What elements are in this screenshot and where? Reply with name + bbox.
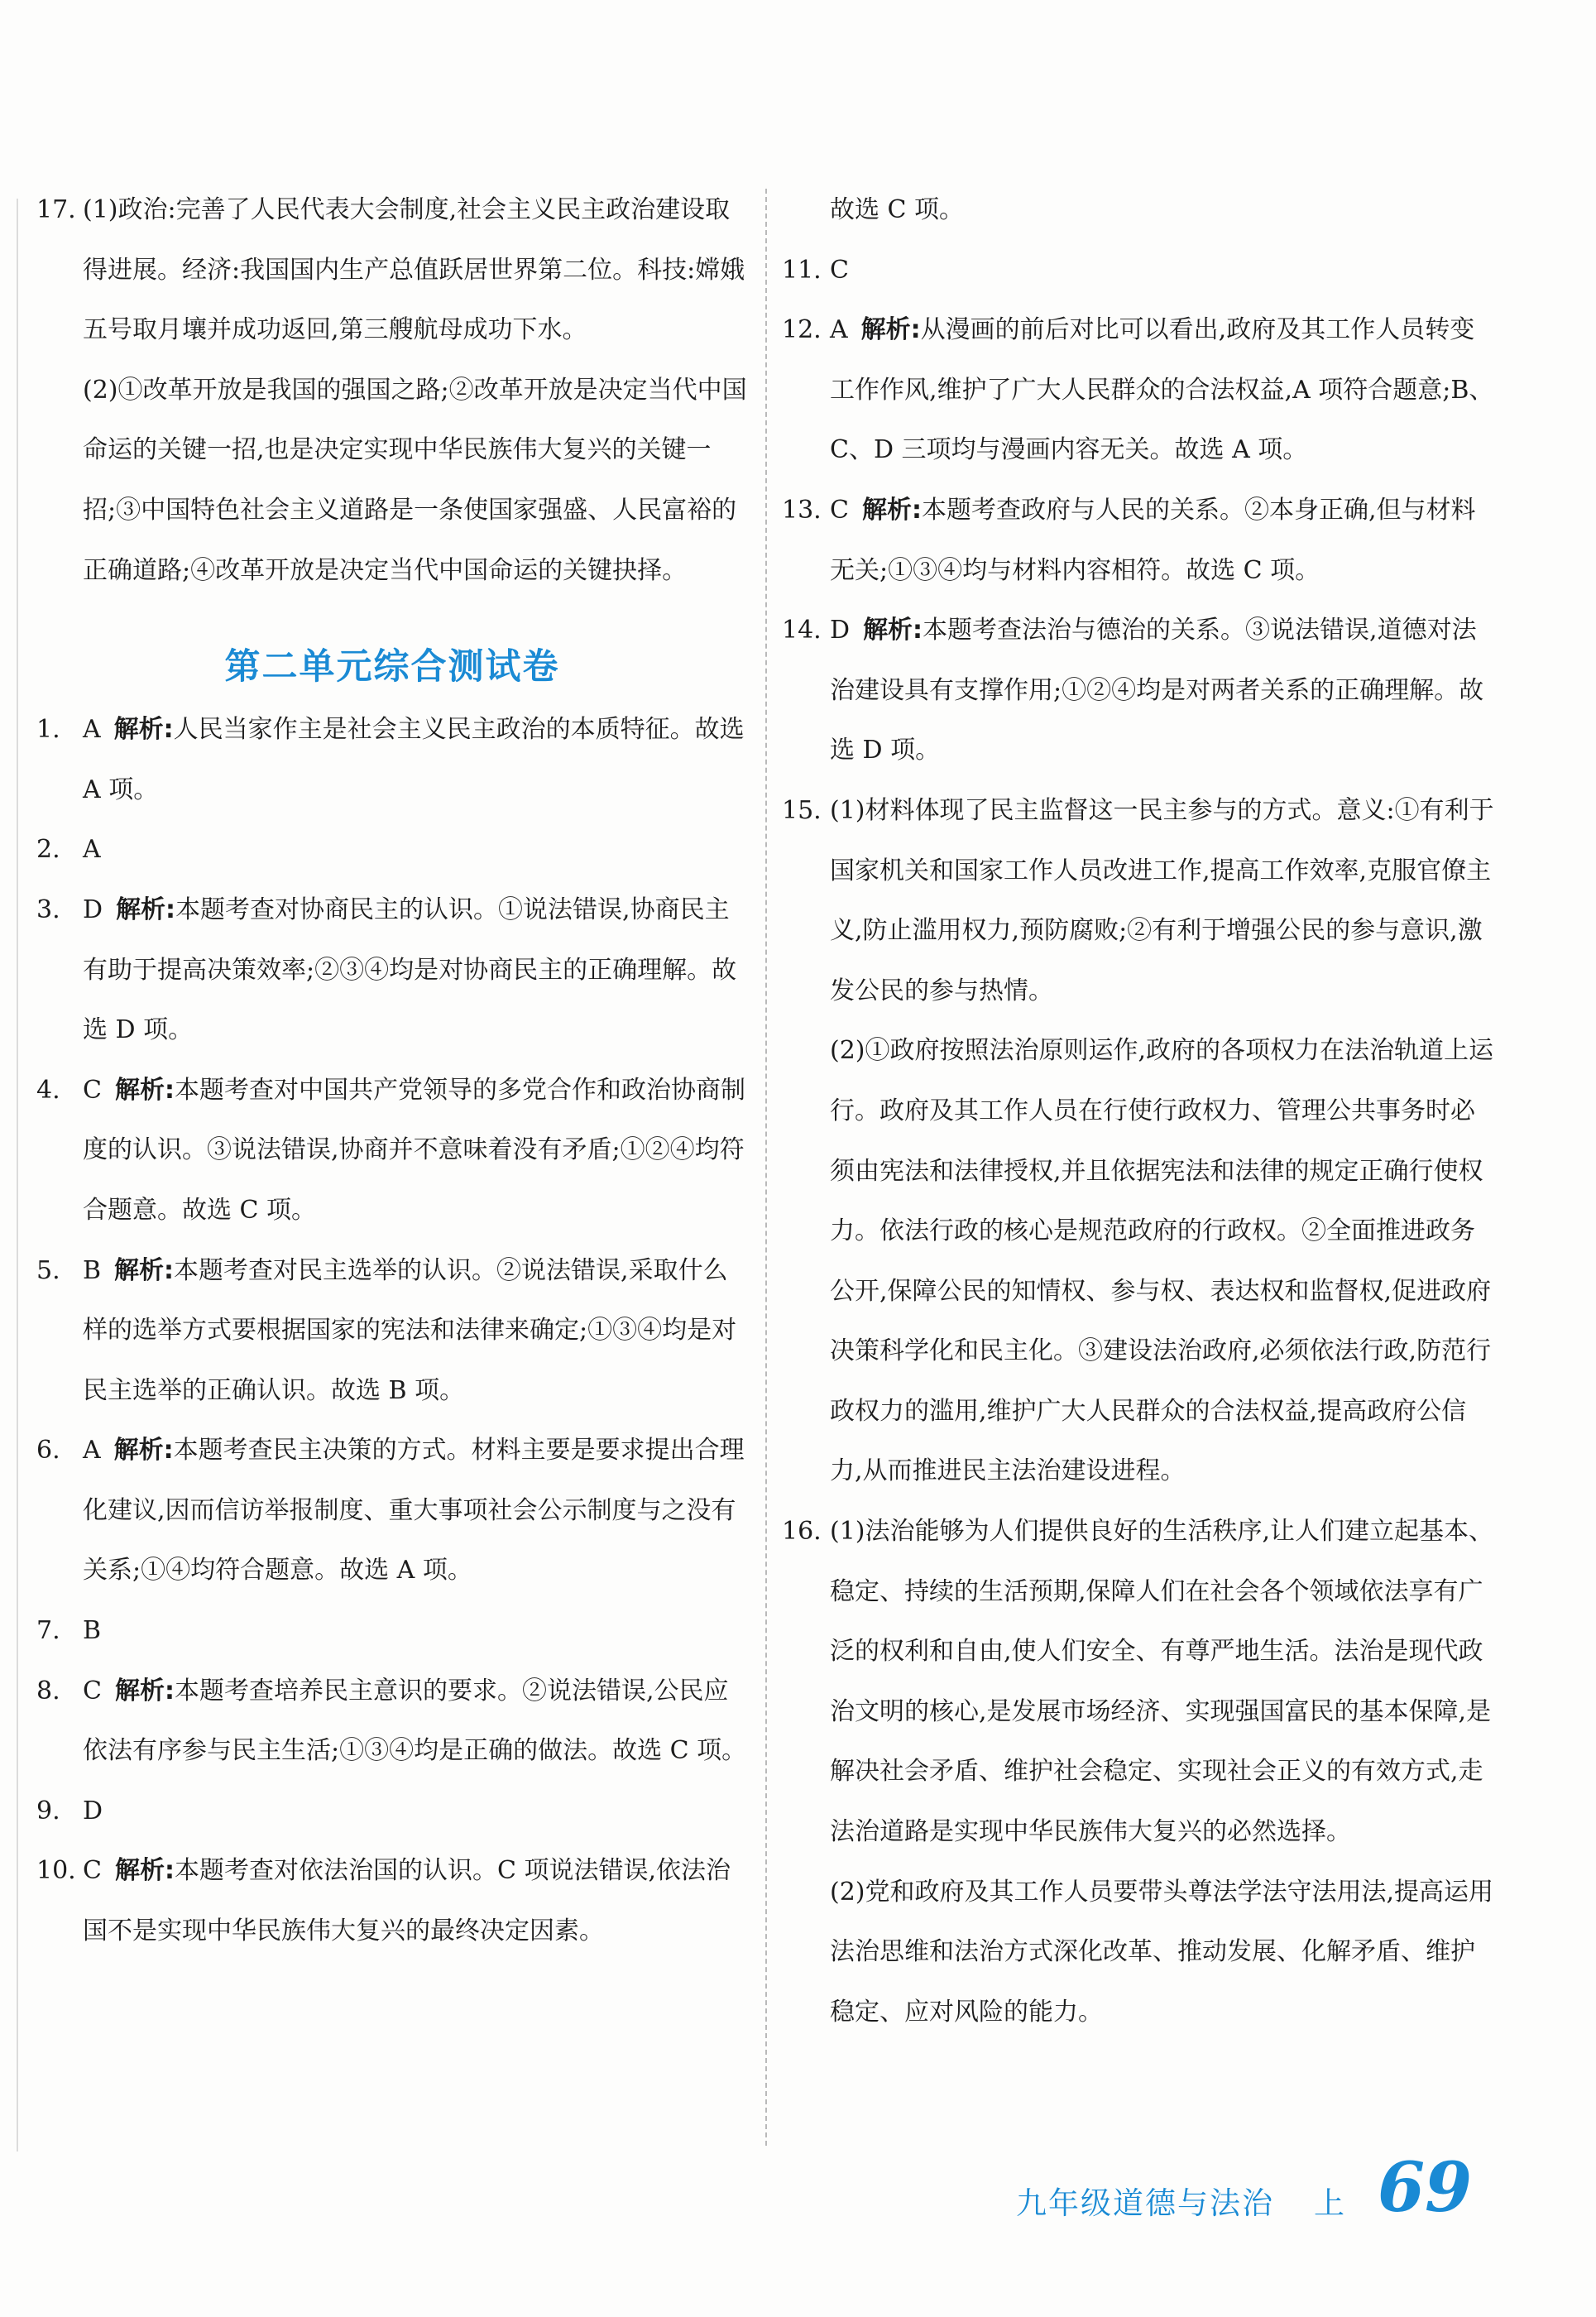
answer-10: [36, 1841, 748, 1961]
analysis-text: 本题考查对中国共产党领导的多党合作和政治协商制度的认识。③说法错误,协商并不意味着没有矛盾;①②④均符合题意。故选 C 项。: [83, 1075, 745, 1225]
analysis-text: 本题考查法治与德治的关系。③说法错误,道德对法治建设具有支撑作用;①②④均是对两者关系的正确理解。故选 D 项。: [830, 616, 1484, 765]
analysis-text: 本题考查对协商民主的认识。①说法错误,协商民主有助于提高决策效率;②③④均是对协商民主的正确理解。故选 D 项。: [83, 895, 737, 1045]
analysis-text: 从漫画的前后对比可以看出,政府及其工作人员转变工作作风,维护了广大人民群众的合法权益,A 项符合题意;B、C、D 三项均与漫画内容无关。故选 A 项。: [830, 315, 1494, 465]
question-number: 3.: [36, 895, 60, 924]
answer-13: [782, 481, 1495, 601]
question-number: 10.: [36, 1856, 76, 1886]
analysis-label: 解析:: [113, 715, 174, 745]
book-title: 九年级道德与法治: [1016, 2185, 1274, 2221]
answer-part-1: (1)材料体现了民主监督这一民主参与的方式。意义:①有利于国家机关和国家工作人员改进工作,提高工作效率,克服官僚主义,防止滥用权力,预防腐败;②有利于增强公民的参与意识,激发公民的参与热情。: [830, 795, 1494, 1005]
answer-16: [782, 1502, 1495, 2042]
answer-letter: A: [830, 315, 848, 345]
left-column: [36, 180, 748, 1962]
answer-part-1: (1)政治:完善了人民代表大会制度,社会主义民主政治建设取得进展。经济:我国国内生产总值跃居世界第二位。科技:嫦娥五号取月壤并成功返回,第三艘航母成功下水。: [83, 195, 745, 345]
answer-6: [36, 1421, 748, 1601]
question-number: 7.: [36, 1616, 60, 1646]
analysis-label: 解析:: [116, 895, 176, 924]
answer-letter: C: [83, 1856, 102, 1886]
analysis-text: 本题考查民主决策的方式。材料主要是要求提出合理化建议,因而信访举报制度、重大事项社会公示制度与之没有关系;①④均符合题意。故选 A 项。: [83, 1436, 745, 1585]
answer-15: [782, 781, 1495, 1502]
answer-3: [36, 880, 748, 1061]
answer-10-continued: [782, 180, 1495, 241]
answer-1: [36, 700, 748, 820]
question-number: 6.: [36, 1436, 60, 1466]
column-divider: [765, 189, 767, 2146]
analysis-text: 故选 C 项。: [830, 195, 965, 224]
answer-letter: C: [83, 1676, 102, 1705]
volume-label: 上: [1314, 2185, 1344, 2221]
answer-11: [782, 241, 1495, 301]
analysis-label: 解析:: [114, 1676, 175, 1705]
question-number: 8.: [36, 1676, 60, 1705]
answer-17: [36, 180, 748, 601]
answer-letter: A: [83, 1436, 101, 1466]
question-number: 5.: [36, 1255, 60, 1285]
answer-5: [36, 1241, 748, 1422]
right-column: [782, 180, 1495, 2042]
question-number: 11.: [782, 255, 822, 285]
page-margin-line: [17, 199, 18, 2152]
question-number: 14.: [782, 616, 822, 645]
page-number: 69: [1378, 2148, 1473, 2228]
analysis-text: 本题考查政府与人民的关系。②本身正确,但与材料无关;①③④均与材料内容相符。故选 C 项。: [830, 495, 1476, 585]
answer-part-2: (2)①改革开放是我国的强国之路;②改革开放是决定当代中国命运的关键一招,也是决定实现中华民族伟大复兴的关键一招;③中国特色社会主义道路是一条使国家强盛、人民富裕的正确道路;④改革开放是决定当代中国命运的关键抉择。: [83, 375, 747, 585]
section-title: 第二单元综合测试卷: [224, 646, 560, 688]
answer-letter: A: [83, 835, 101, 865]
question-number: 15.: [782, 795, 822, 825]
answer-letter: C: [830, 495, 849, 525]
answer-2: [36, 820, 748, 880]
analysis-label: 解析:: [861, 495, 922, 525]
answer-letter: C: [83, 1075, 102, 1105]
question-number: 4.: [36, 1075, 60, 1105]
answer-4: [36, 1061, 748, 1241]
answer-8: [36, 1662, 748, 1782]
answer-letter: D: [83, 895, 103, 924]
analysis-text: 本题考查对民主选举的认识。②说法错误,采取什么样的选举方式要根据国家的宪法和法律来确定;①③④均是对民主选举的正确认识。故选 B 项。: [83, 1255, 737, 1405]
analysis-label: 解析:: [114, 1075, 175, 1105]
answer-part-2: (2)①政府按照法治原则运作,政府的各项权力在法治轨道上运行。政府及其工作人员在行使行政权力、管理公共事务时必须由宪法和法律授权,并且依据宪法和法律的规定正确行使权力。依法行政的核心是规范政府的行政权。②全面推进政务公开,保障公民的知情权、参与权、表达权和监督权,促进政府决策科学化和民主化。③建设法治政府,必须依法行政,防范行政权力的滥用,维护广大人民群众的合法权益,提高政府公信力,从而推进民主法治建设进程。: [830, 1036, 1494, 1486]
question-number: 9.: [36, 1796, 60, 1825]
analysis-label: 解析:: [113, 1436, 174, 1466]
answer-letter: B: [83, 1255, 102, 1285]
answer-9: [36, 1782, 748, 1842]
analysis-text: 本题考查对依法治国的认识。C 项说法错误,依法治国不是实现中华民族伟大复兴的最终决定因素。: [83, 1856, 731, 1946]
question-number: 1.: [36, 715, 60, 745]
analysis-label: 解析:: [863, 616, 923, 645]
answer-7: [36, 1601, 748, 1662]
question-number: 13.: [782, 495, 822, 525]
analysis-text: 本题考查培养民主意识的要求。②说法错误,公民应依法有序参与民主生活;①③④均是正确的做法。故选 C 项。: [83, 1676, 747, 1766]
analysis-label: 解析:: [114, 1255, 175, 1285]
analysis-label: 解析:: [114, 1856, 175, 1886]
answer-letter: D: [830, 616, 851, 645]
answer-part-1: (1)法治能够为人们提供良好的生活秩序,让人们建立起基本、稳定、持续的生活预期,保障人们在社会各个领域依法享有广泛的权利和自由,使人们安全、有尊严地生活。法治是现代政治文明的核心,是发展市场经济、实现强国富民的基本保障,是解决社会矛盾、维护社会稳定、实现社会正义的有效方式,走法治道路是实现中华民族伟大复兴的必然选择。: [830, 1517, 1494, 1847]
question-number: 12.: [782, 315, 822, 345]
answer-letter: B: [83, 1616, 102, 1646]
answer-letter: C: [830, 255, 849, 285]
answer-14: [782, 601, 1495, 781]
question-number: 16.: [782, 1517, 822, 1547]
answer-12: [782, 300, 1495, 481]
question-number: 17.: [36, 195, 76, 224]
answer-letter: A: [83, 715, 101, 745]
analysis-text: 人民当家作主是社会主义民主政治的本质特征。故选 A 项。: [83, 715, 745, 804]
answer-part-2: (2)党和政府及其工作人员要带头尊法学法守法用法,提高运用法治思维和法治方式深化改革、推动发展、化解矛盾、维护稳定、应对风险的能力。: [830, 1877, 1494, 2027]
analysis-label: 解析:: [860, 315, 921, 345]
answer-letter: D: [83, 1796, 103, 1825]
question-number: 2.: [36, 835, 60, 865]
